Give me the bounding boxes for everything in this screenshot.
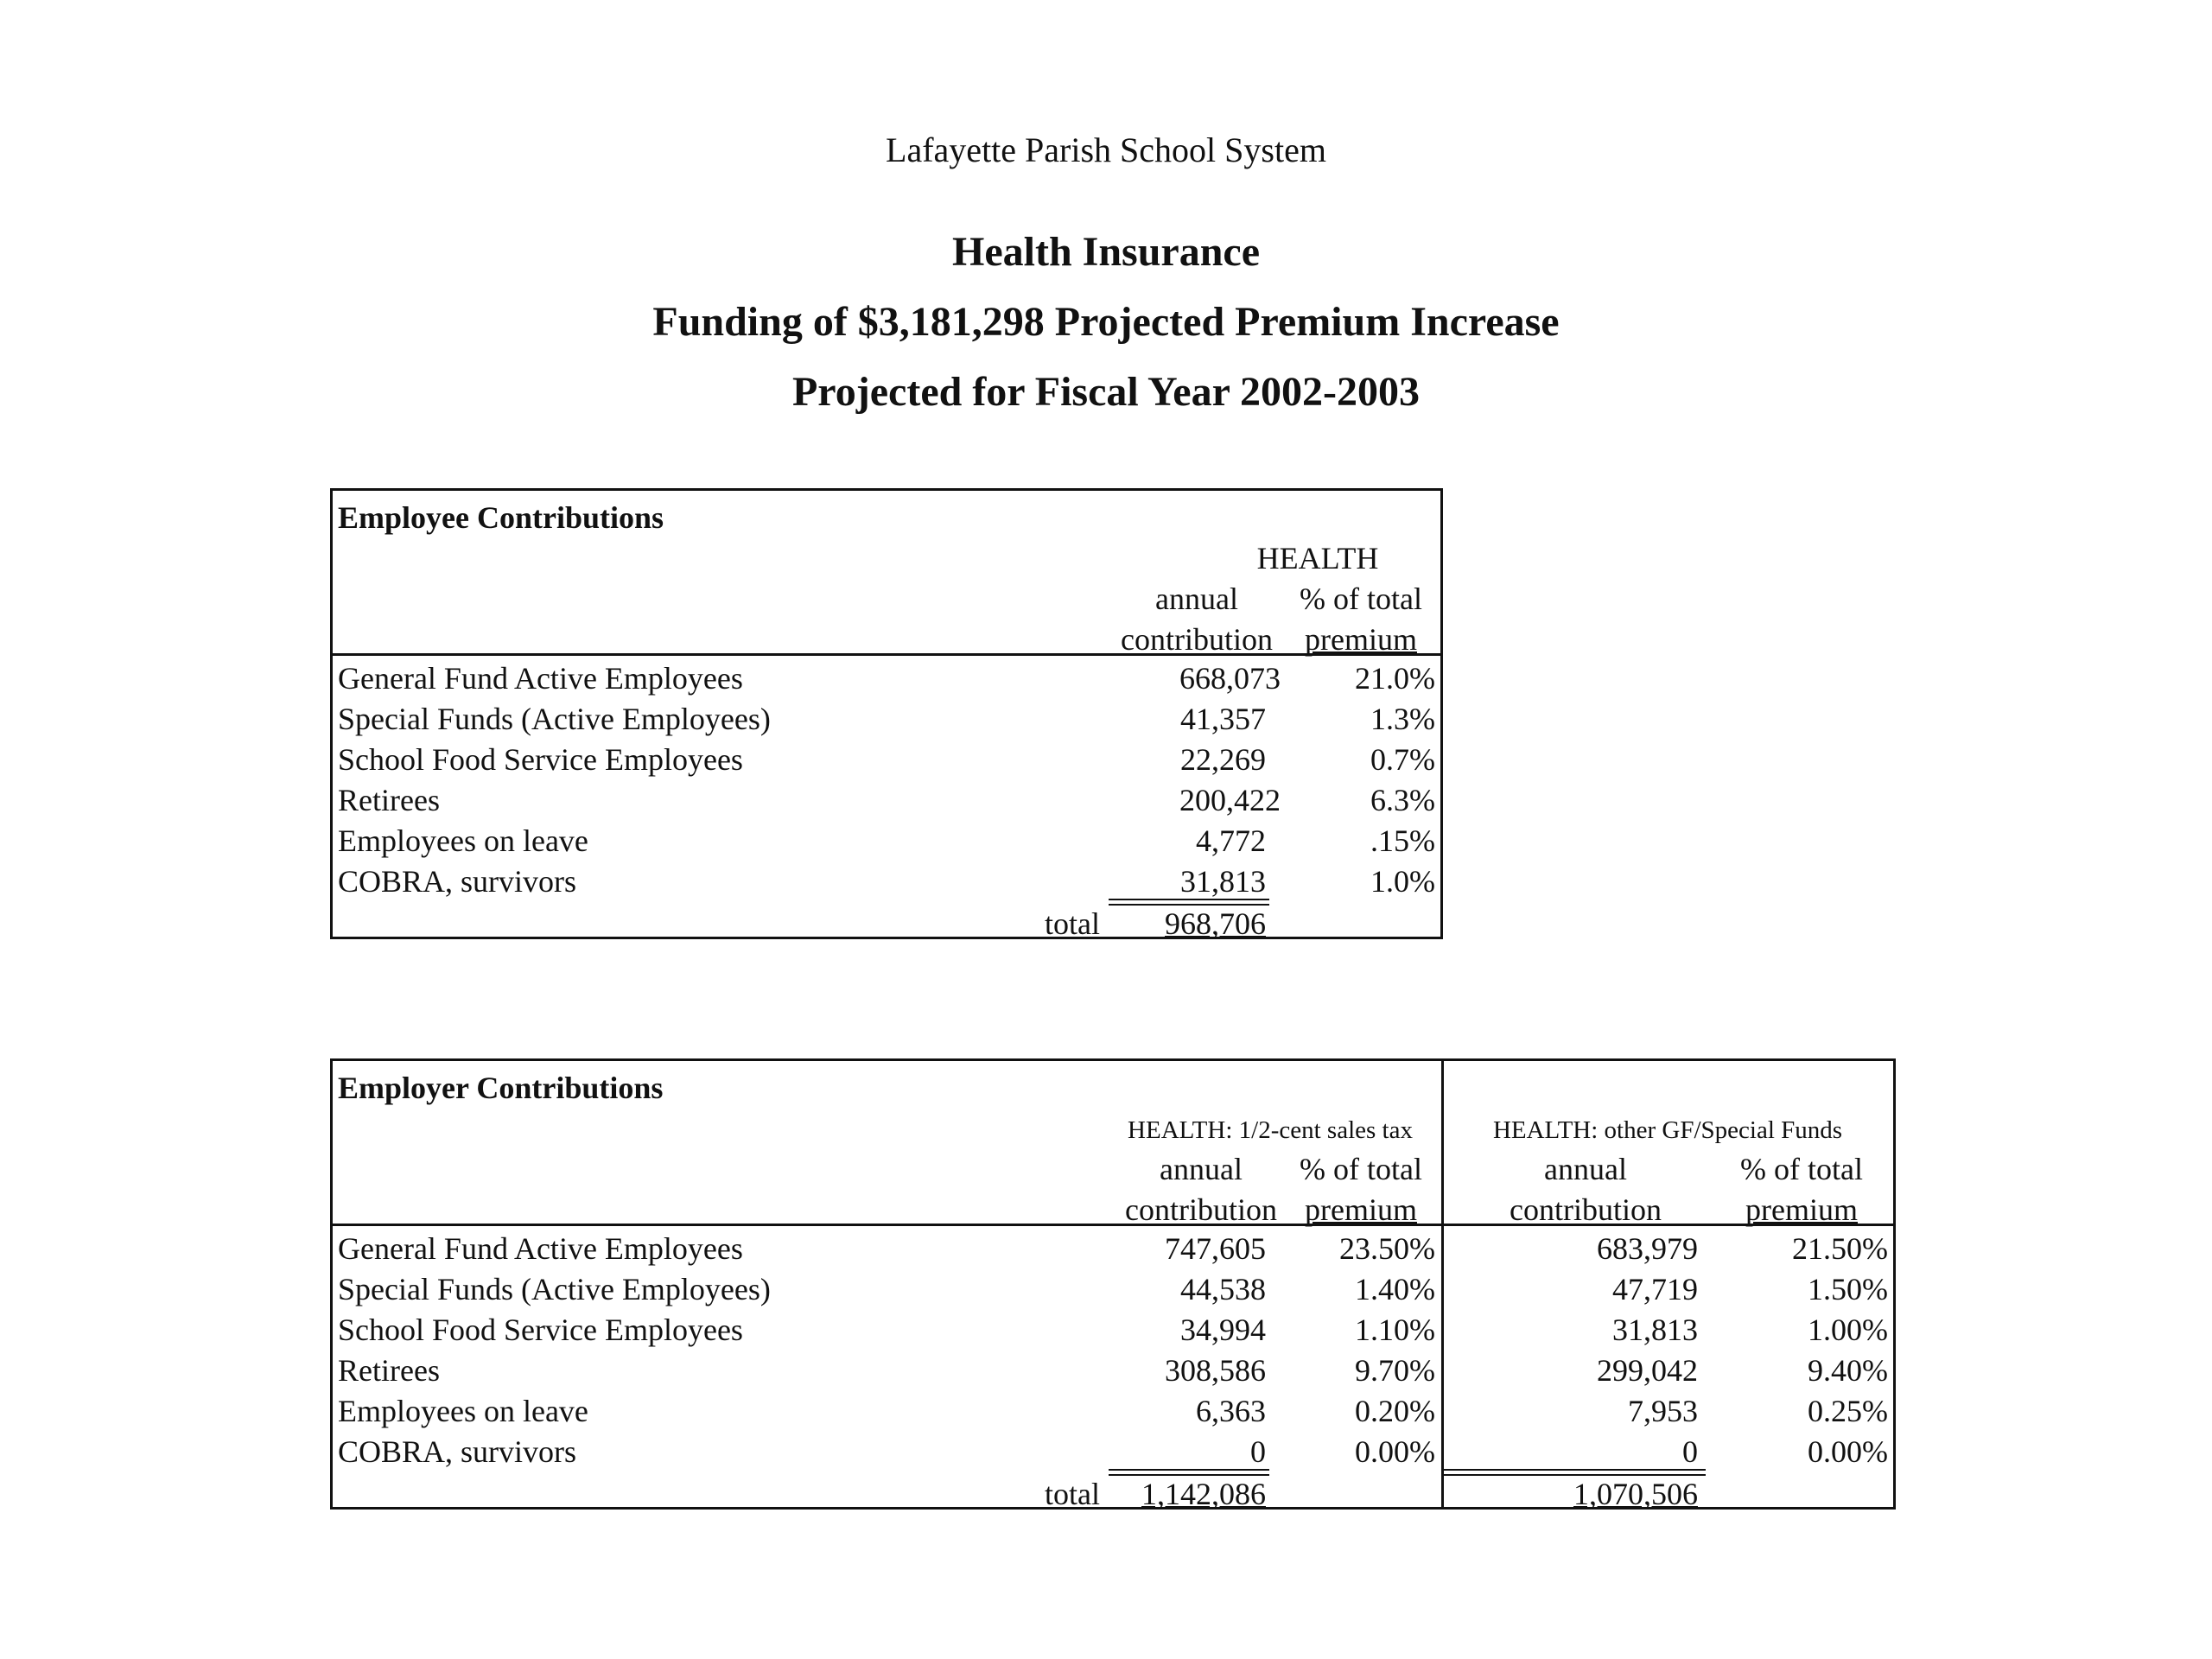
- document-subtitle: Funding of $3,181,298 Projected Premium Increase: [652, 299, 1560, 345]
- employer-total-rule-sales-tax: [1109, 1469, 1269, 1471]
- employee-row-annual: 200,422: [1179, 783, 1281, 817]
- employer-group-header-sales-tax: HEALTH: 1/2-cent sales tax: [1128, 1116, 1413, 1144]
- employee-row-annual: 22,269: [1180, 742, 1266, 777]
- employer-b-col-annual-line1: annual: [1544, 1152, 1627, 1186]
- employee-row-pct: 0.7%: [1370, 742, 1435, 777]
- employer-row-label: Retirees: [338, 1353, 440, 1388]
- employer-row-label: COBRA, survivors: [338, 1434, 577, 1469]
- employee-group-header: HEALTH: [1256, 541, 1379, 575]
- employer-row-label: General Fund Active Employees: [338, 1231, 743, 1266]
- employer-row-label: School Food Service Employees: [338, 1313, 743, 1347]
- employee-row-annual: 4,772: [1196, 823, 1266, 858]
- employer-b-col-pct-line2: premium: [1745, 1192, 1858, 1227]
- employer-total-rule-other-funds: [1441, 1469, 1706, 1471]
- employer-b-col-pct-line1: % of total: [1740, 1152, 1863, 1186]
- employer-row-annual-other-funds: 47,719: [1612, 1272, 1698, 1306]
- employer-row-pct-sales-tax: 1.10%: [1355, 1313, 1435, 1347]
- employer-group-divider: [1441, 1061, 1444, 1507]
- employee-total-value: 968,706: [1165, 906, 1266, 941]
- employee-total-label: total: [1045, 906, 1100, 941]
- employee-row-label: COBRA, survivors: [338, 864, 577, 899]
- employer-row-annual-other-funds: 683,979: [1597, 1231, 1698, 1266]
- employer-row-annual-sales-tax: 0: [1250, 1434, 1266, 1469]
- employer-a-col-pct-line2: premium: [1305, 1192, 1417, 1227]
- employee-row-pct: 1.0%: [1370, 864, 1435, 899]
- employee-row-pct: 21.0%: [1355, 661, 1435, 696]
- employer-total-label: total: [1045, 1477, 1100, 1511]
- employer-total-value-sales-tax: 1,142,086: [1141, 1477, 1266, 1511]
- employer-row-pct-sales-tax: 9.70%: [1355, 1353, 1435, 1388]
- employee-col-annual-line2: contribution: [1121, 622, 1273, 657]
- employer-section-title: Employer Contributions: [338, 1071, 664, 1105]
- employer-row-pct-other-funds: 1.00%: [1808, 1313, 1888, 1347]
- employer-row-pct-sales-tax: 0.20%: [1355, 1394, 1435, 1428]
- document-title: Health Insurance: [951, 229, 1260, 275]
- employer-row-pct-other-funds: 0.25%: [1808, 1394, 1888, 1428]
- organization-name: Lafayette Parish School System: [886, 130, 1326, 169]
- employer-row-annual-sales-tax: 747,605: [1165, 1231, 1266, 1266]
- employer-row-annual-sales-tax: 44,538: [1180, 1272, 1266, 1306]
- employer-row-pct-other-funds: 0.00%: [1808, 1434, 1888, 1469]
- employer-row-annual-sales-tax: 308,586: [1165, 1353, 1266, 1388]
- employee-row-label: School Food Service Employees: [338, 742, 743, 777]
- employee-row-pct: 6.3%: [1370, 783, 1435, 817]
- employer-row-annual-other-funds: 299,042: [1597, 1353, 1698, 1388]
- employer-a-col-annual-line2: contribution: [1125, 1192, 1277, 1227]
- employer-row-annual-other-funds: 0: [1682, 1434, 1698, 1469]
- employee-row-pct: 1.3%: [1370, 702, 1435, 736]
- employer-a-col-annual-line1: annual: [1160, 1152, 1243, 1186]
- employer-row-pct-other-funds: 1.50%: [1808, 1272, 1888, 1306]
- employee-col-annual-line1: annual: [1155, 582, 1238, 616]
- document-fiscal-year: Projected for Fiscal Year 2002-2003: [791, 369, 1421, 415]
- employee-row-annual: 41,357: [1180, 702, 1266, 736]
- employer-a-col-pct-line1: % of total: [1300, 1152, 1422, 1186]
- employer-row-label: Special Funds (Active Employees): [338, 1272, 771, 1306]
- employer-row-pct-sales-tax: 1.40%: [1355, 1272, 1435, 1306]
- employee-col-pct-line1: % of total: [1300, 582, 1422, 616]
- employee-contributions-table: [330, 488, 1443, 939]
- employer-total-value-other-funds: 1,070,506: [1573, 1477, 1698, 1511]
- employee-col-pct-line2: premium: [1305, 622, 1417, 657]
- employer-group-header-other-funds: HEALTH: other GF/Special Funds: [1492, 1116, 1843, 1144]
- employer-row-pct-sales-tax: 23.50%: [1339, 1231, 1435, 1266]
- employee-row-label: Special Funds (Active Employees): [338, 702, 771, 736]
- employer-header-divider: [333, 1224, 1893, 1226]
- employee-header-divider: [333, 653, 1440, 656]
- employer-row-pct-other-funds: 9.40%: [1808, 1353, 1888, 1388]
- employer-row-annual-sales-tax: 34,994: [1180, 1313, 1266, 1347]
- employee-row-label: Retirees: [338, 783, 440, 817]
- employee-row-label: Employees on leave: [338, 823, 588, 858]
- employee-row-annual: 668,073: [1179, 661, 1281, 696]
- employer-row-pct-sales-tax: 0.00%: [1355, 1434, 1435, 1469]
- employer-row-annual-sales-tax: 6,363: [1196, 1394, 1266, 1428]
- employee-total-rule: [1109, 899, 1269, 900]
- employee-section-title: Employee Contributions: [338, 500, 664, 535]
- employer-row-annual-other-funds: 7,953: [1628, 1394, 1698, 1428]
- employer-row-annual-other-funds: 31,813: [1612, 1313, 1698, 1347]
- employee-row-annual: 31,813: [1180, 864, 1266, 899]
- employee-row-pct: .15%: [1370, 823, 1435, 858]
- employee-row-label: General Fund Active Employees: [338, 661, 743, 696]
- employer-contributions-table: [330, 1058, 1896, 1510]
- employer-row-label: Employees on leave: [338, 1394, 588, 1428]
- employer-row-pct-other-funds: 21.50%: [1792, 1231, 1888, 1266]
- employer-b-col-annual-line2: contribution: [1510, 1192, 1662, 1227]
